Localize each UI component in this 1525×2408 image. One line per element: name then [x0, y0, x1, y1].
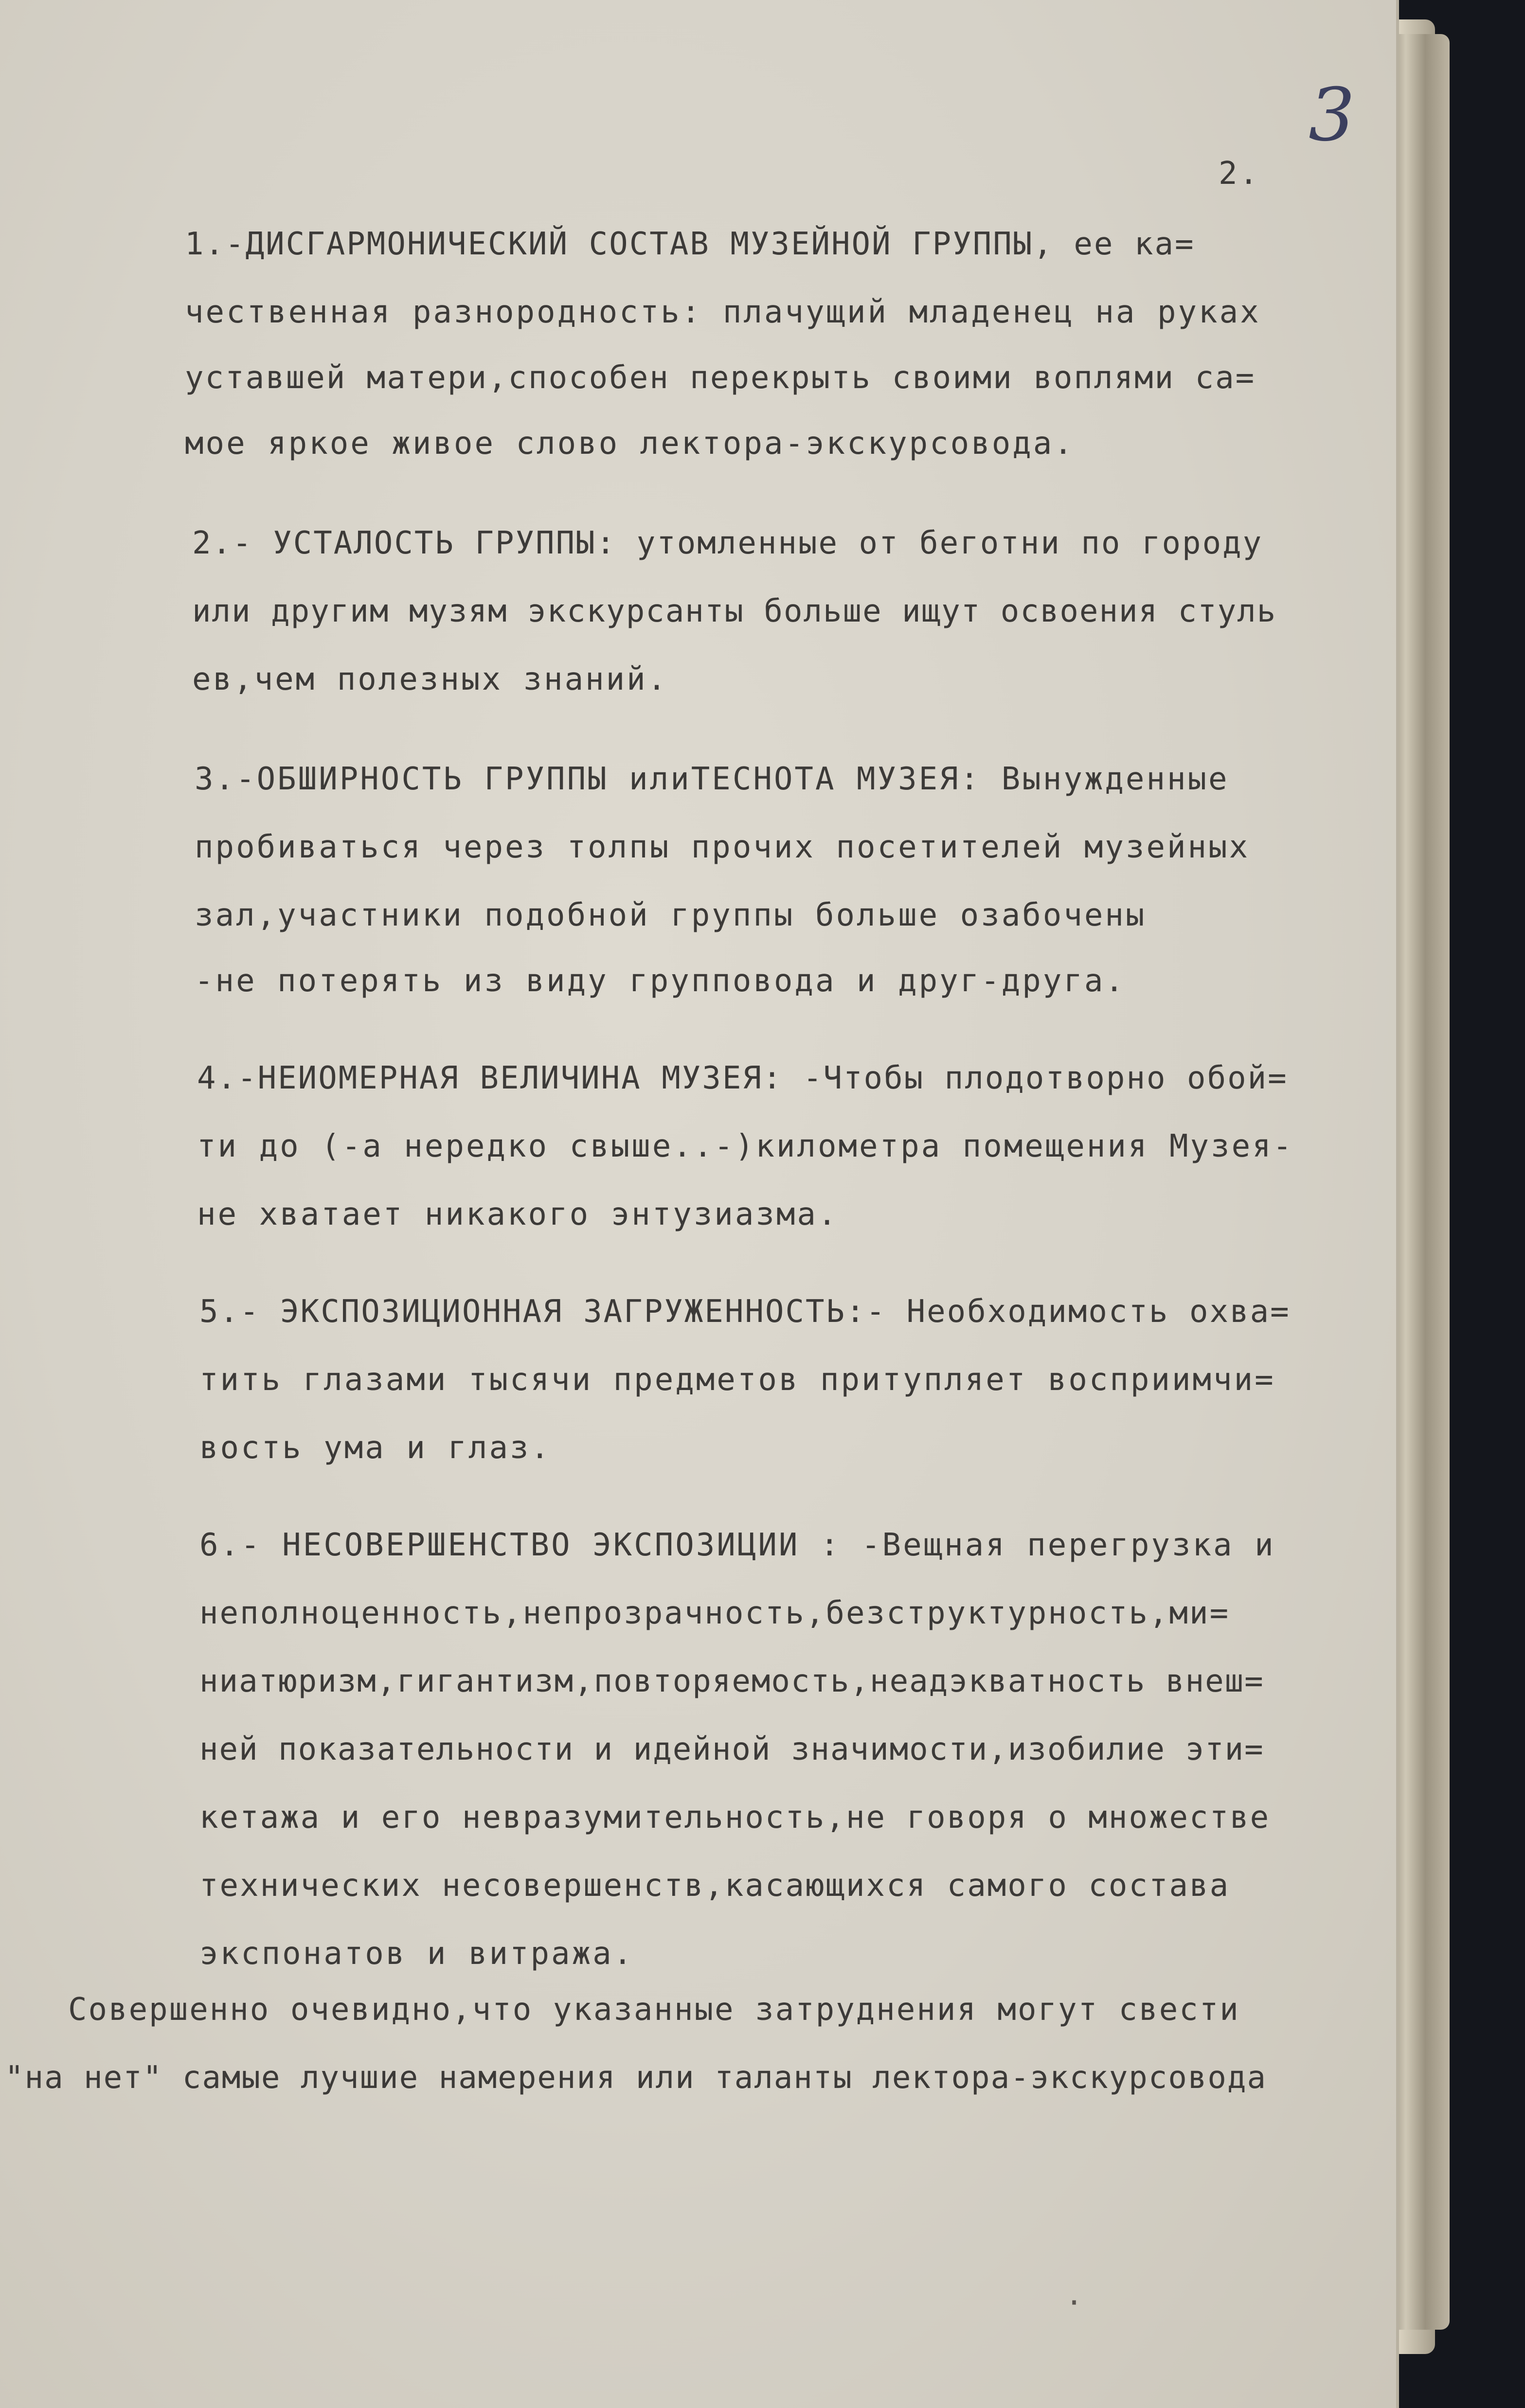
- stray-typewriter-mark: ·: [1065, 2286, 1083, 2320]
- text-line-21: ней показательности и идейной значимости,изобилие эти=: [199, 1731, 1264, 1767]
- text-line-19: неполноценность,непрозрачность,безструктурность,ми=: [199, 1595, 1230, 1631]
- folio-number-handwritten: 3: [1309, 73, 1355, 158]
- text-line-15: 5.- ЭКСПОЗИЦИОННАЯ ЗАГРУЖЕННОСТЬ:- Необходимость охва=: [199, 1294, 1291, 1330]
- text-line-26: "на нет" самые лучшие намерения или таланты лектора-экскурсовода: [5, 2060, 1267, 2096]
- page-number: 2.: [1219, 156, 1260, 192]
- text-line-2: чественная разнородность: плачущий младенец на руках: [185, 294, 1261, 330]
- text-line-11: -не потерять из виду групповода и друг-друга.: [195, 963, 1126, 999]
- text-line-25: Совершенно очевидно,что указанные затруднения могут свести: [68, 1992, 1240, 2028]
- text-line-18: 6.- НЕСОВЕРШЕНСТВО ЭКСПОЗИЦИИ : -Вещная перегрузка и: [199, 1527, 1275, 1563]
- text-line-22: кетажа и его невразумительность,не говоря о множестве: [199, 1800, 1271, 1836]
- text-line-12: 4.-НЕИОМЕРНАЯ ВЕЛИЧИНА МУЗЕЯ: -Чтобы плодотворно обой=: [197, 1060, 1288, 1096]
- text-line-14: не хватает никакого энтузиазма.: [197, 1196, 839, 1232]
- text-line-3: уставшей матери,способен перекрыть своими воплями са=: [185, 360, 1256, 396]
- text-line-13: ти до (-а нередко свыше..-)километра помещения Музея-: [197, 1128, 1294, 1164]
- text-line-20: ниатюризм,гигантизм,повторяемость,неадэкватность внеш=: [199, 1663, 1264, 1699]
- text-line-17: вость ума и глаз.: [199, 1430, 552, 1466]
- text-line-10: зал,участники подобной группы больше озабочены: [195, 897, 1147, 933]
- text-line-7: ев,чем полезных знаний.: [192, 661, 668, 697]
- text-line-9: пробиваться через толпы прочих посетителей музейных: [195, 829, 1250, 865]
- text-line-23: технических несовершенств,касающихся самого состава: [199, 1868, 1230, 1904]
- text-line-6: или другим музям экскурсанты больше ищут освоения стуль: [192, 593, 1277, 629]
- text-line-16: тить глазами тысячи предметов притупляет восприимчи=: [199, 1362, 1275, 1398]
- text-line-4: мое яркое живое слово лектора-экскурсовода.: [185, 426, 1075, 462]
- text-line-1: 1.-ДИСГАРМОНИЧЕСКИЙ СОСТАВ МУЗЕЙНОЙ ГРУППЫ, ее ка=: [185, 226, 1195, 262]
- text-line-8: 3.-ОБШИРНОСТЬ ГРУППЫ илиТЕСНОТА МУЗЕЯ: Вынужденные: [195, 761, 1229, 797]
- text-line-5: 2.- УСТАЛОСТЬ ГРУППЫ: утомленные от беготни по городу: [192, 525, 1263, 561]
- text-line-24: экспонатов и витража.: [199, 1936, 634, 1972]
